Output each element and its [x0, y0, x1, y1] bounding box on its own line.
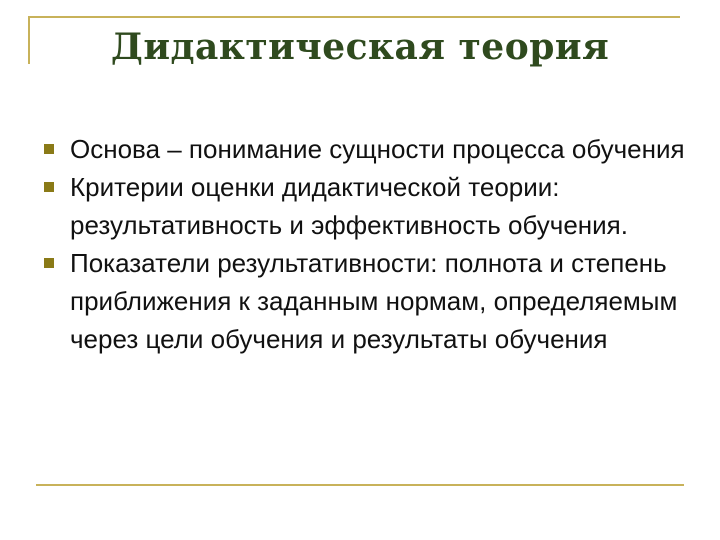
square-bullet-icon: [44, 182, 54, 192]
square-bullet-icon: [44, 258, 54, 268]
frame-top-line: [28, 16, 680, 18]
bullet-text: Критерии оценки дидактической теории: результативность и эффективность обучения.: [70, 172, 628, 240]
bullet-item: [44, 168, 694, 244]
bullet-text: Основа – понимание сущности процесса обучения: [70, 134, 685, 164]
bullet-text: Показатели результативности: полнота и степень приближения к заданным нормам, определяемым через цели обучения и результаты обучения: [70, 248, 678, 354]
bullet-item: [44, 244, 694, 358]
slide-title: Дидактическая теория: [110, 26, 610, 68]
square-bullet-icon: [44, 144, 54, 154]
frame-bottom-line: [36, 484, 684, 486]
bullet-item: [44, 130, 694, 168]
bullet-list: [44, 130, 694, 358]
